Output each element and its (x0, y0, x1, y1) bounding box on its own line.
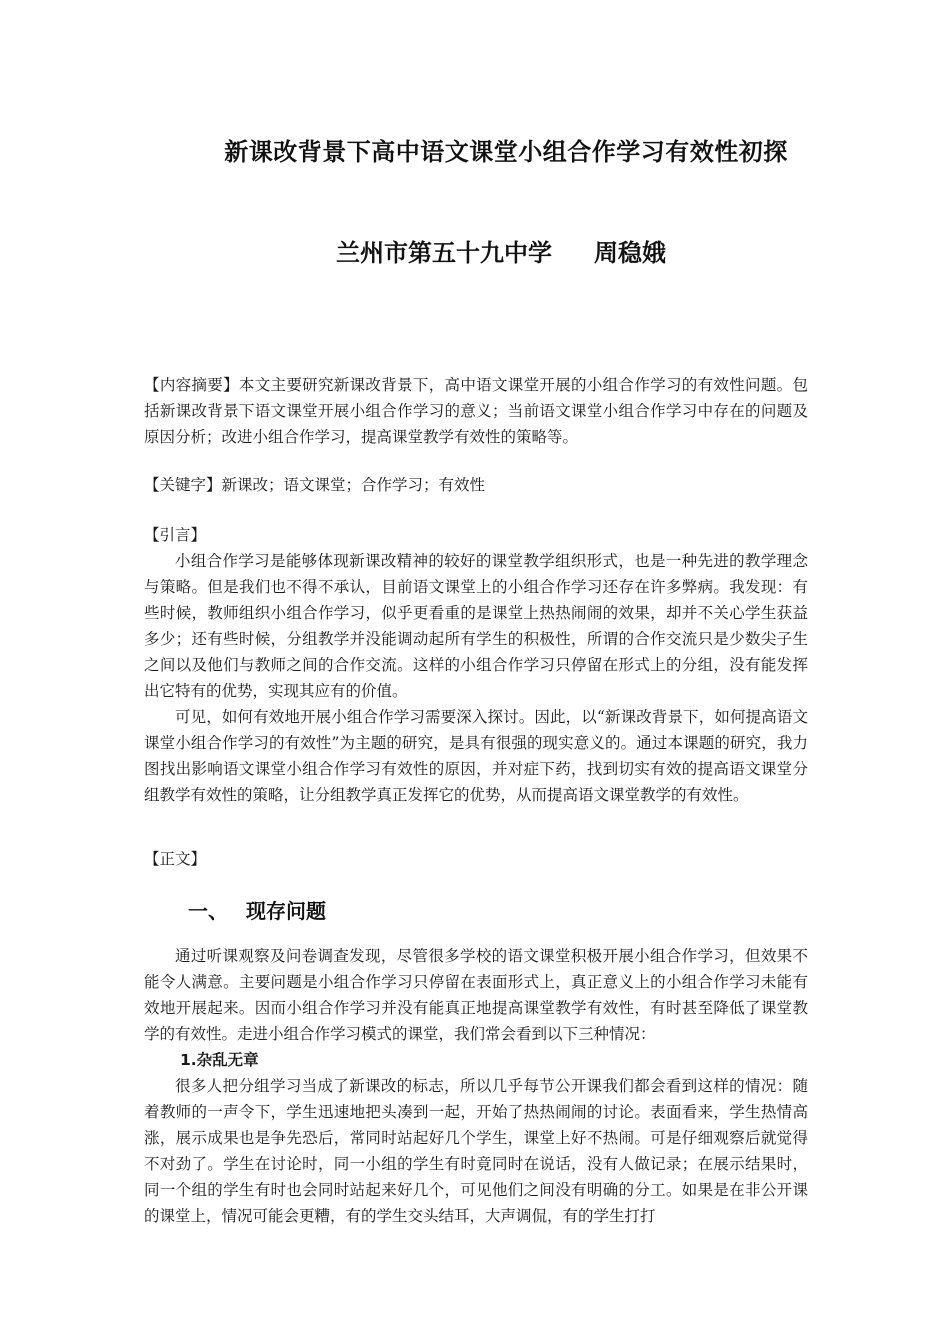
main-label-section (144, 846, 808, 872)
abstract-section (144, 372, 808, 450)
section-heading (188, 895, 326, 924)
main-label: 【正文】 (144, 850, 207, 868)
intro-paragraph-1: 小组合作学习是能够体现新课改精神的较好的课堂教学组织形式，也是一种先进的教学理念与策略。但是我们也不得不承认，目前语文课堂上的小组合作学习还存在许多弊病。我发现：有些时候，教师组织小组合作学习，似乎更看重的是课堂上热热闹闹的效果，却并不关心学生获益多少；还有些时候，分组教学并没能调动起所有学生的积极性，所谓的合作交流只是少数尖子生之间以及他们与教师之间的合作交流。这样的小组合作学习只停留在形式上的分组，没有能发挥出它特有的优势，实现其应有的价值。 (144, 552, 808, 700)
section-number: 一、 (188, 899, 228, 923)
section-body (144, 943, 808, 1229)
intro-label: 【引言】 (144, 526, 207, 544)
section-paragraph: 通过听课观察及问卷调查发现，尽管很多学校的语文课堂积极开展小组合作学习，但效果不能令人满意。主要问题是小组合作学习只停留在表面形式上，真正意义上的小组合作学习未能有效地开展起来。因而小组合作学习并没有能真正地提高课堂教学有效性，有时甚至降低了课堂教学的有效性。走进小组合作学习模式的课堂，我们常会看到以下三种情况： (144, 947, 808, 1043)
keywords-text: 新课改；语文课堂；合作学习；有效性 (221, 476, 486, 494)
abstract-paragraph (144, 372, 808, 450)
abstract-text: 本文主要研究新课改背景下，高中语文课堂开展的小组合作学习的有效性问题。包括新课改背景下语文课堂开展小组合作学习的意义；当前语文课堂小组合作学习中存在的问题及原因分析；改进小组合作学习，提高课堂教学有效性的策略等。 (144, 376, 808, 446)
section-title: 现存问题 (246, 899, 326, 923)
intro-paragraph-2: 可见，如何有效地开展小组合作学习需要深入探讨。因此，以“新课改背景下，如何提高语文课堂小组合作学习的有效性”为主题的研究，是具有很强的现实意义的。通过本课题的研究，我力图找出影响语文课堂小组合作学习有效性的原因，并对症下药，找到切实有效的提高语文课堂分组教学有效性的策略，让分组教学真正发挥它的优势，从而提高语文课堂教学的有效性。 (144, 708, 808, 804)
abstract-label: 【内容摘要】 (144, 376, 239, 394)
keywords-section (144, 472, 808, 498)
subsection-paragraph: 很多人把分组学习当成了新课改的标志，所以几乎每节公开课我们都会看到这样的情况：随着教师的一声令下，学生迅速地把头凑到一起，开始了热热闹闹的讨论。表面看来，学生热情高涨，展示成果也是争先恐后，常同时站起好几个学生，课堂上好不热闹。可是仔细观察后就觉得不对劲了。学生在讨论时，同一小组的学生有时竟同时在说话，没有人做记录；在展示结果时，同一个组的学生有时也会同时站起来好几个，可见他们之间没有明确的分工。如果是在非公开课的课堂上，情况可能会更糟，有的学生交头结耳，大声调侃，有的学生打打 (144, 1077, 808, 1225)
keywords-label: 【关键字】 (144, 476, 222, 494)
author-name: 周稳娥 (594, 239, 666, 267)
author-line (0, 233, 950, 268)
keywords-paragraph (144, 472, 808, 498)
document-title: 新课改背景下高中语文课堂小组合作学习有效性初探 (224, 138, 788, 166)
subsection-heading: 1.杂乱无章 (180, 1051, 259, 1069)
author-school: 兰州市第五十九中学 (336, 239, 552, 267)
intro-section (144, 522, 808, 808)
